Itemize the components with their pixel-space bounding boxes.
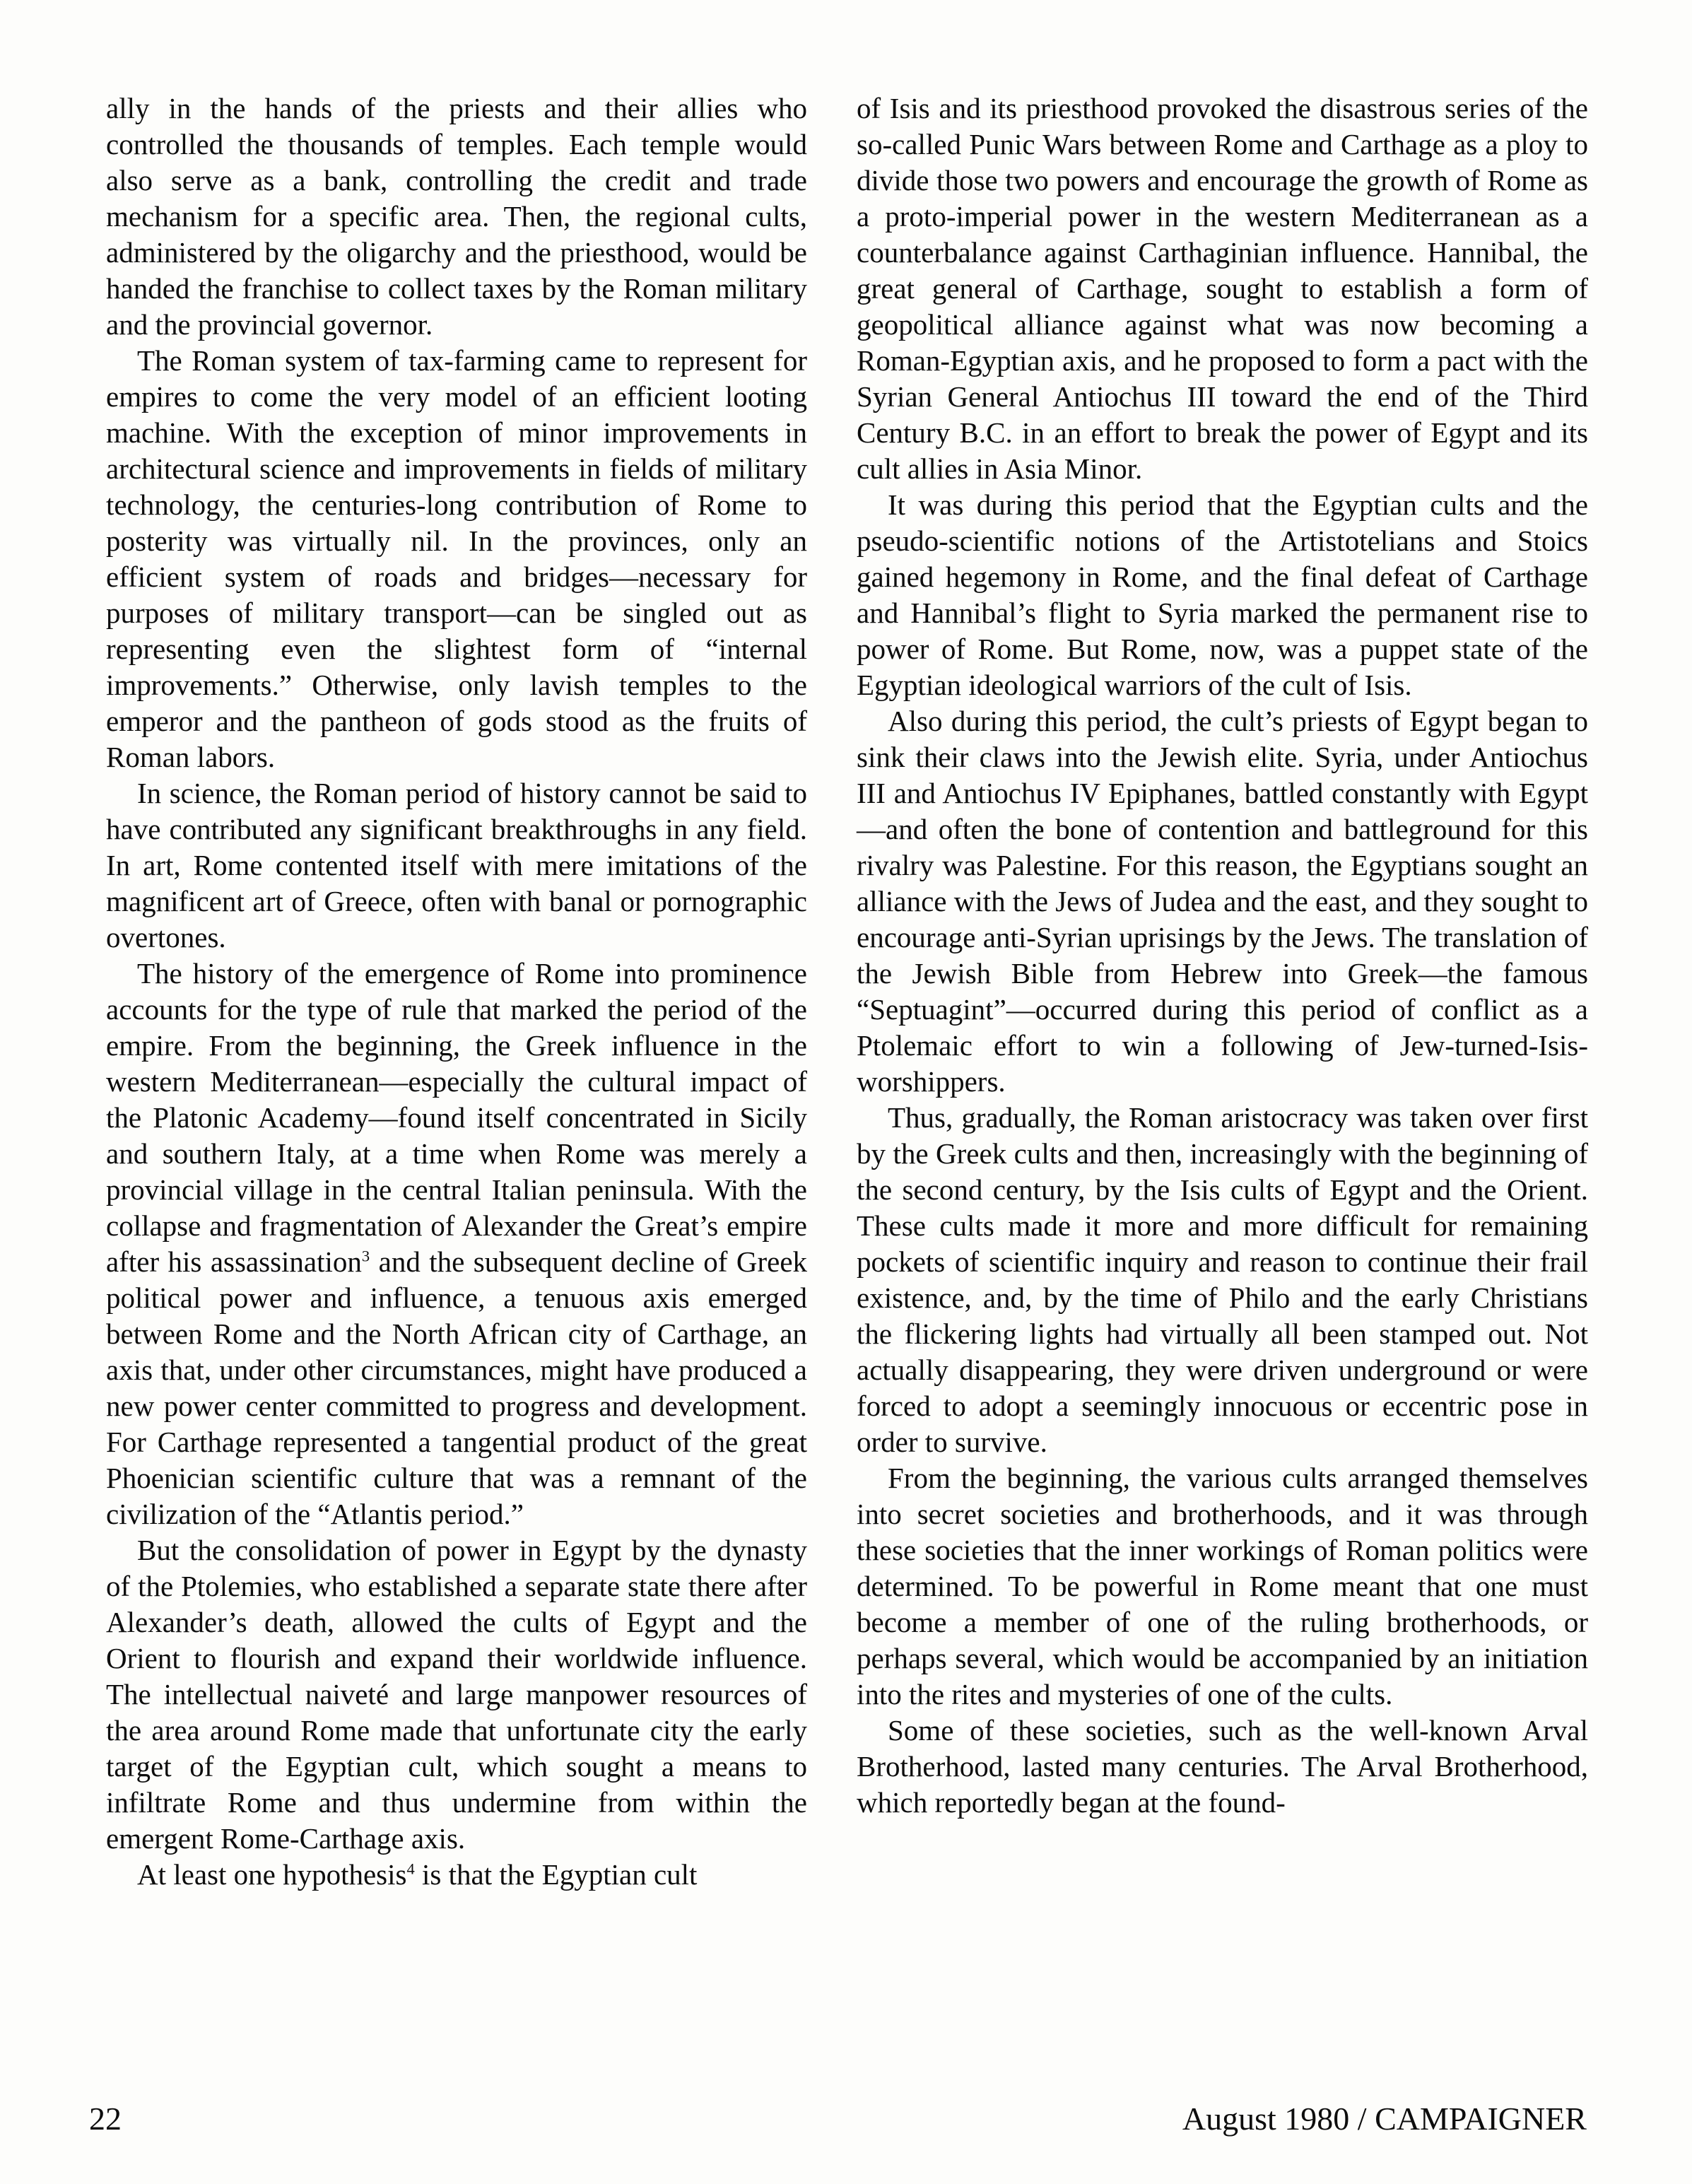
paragraph: But the consolidation of power in Egypt by the dynasty of the Ptolemies, who established a separate state there after Alexander’s death, allowed the cults of Egypt and the Orient to flourish and expand their worldwide influence. The intellectual naiveté and large manpower resources of the area around Rome made that unfortunate city the early target of the Egyptian cult, which sought a means to infiltrate Rome and thus undermine from within the emergent Rome-Carthage axis. [106, 1534, 807, 1855]
paragraph: Also during this period, the cult’s priests of Egypt began to sink their claws into the Jewish elite. Syria, under Antiochus III and Antiochus IV Epiphanes, battled constantly with Egypt—and often the bone of contention and battleground for this rivalry was Palestine. For this reason, the Egyptians sought an alliance with the Jews of Judea and the east, and they sought to encourage anti-Syrian uprisings by the Jews. The translation of the Jewish Bible from Hebrew into Greek—the famous “Septuagint”—occurred during this period of conflict as a Ptolemaic effort to win a following of Jew-turned-Isis-worshippers. [857, 705, 1588, 1098]
footnote-reference: 4 [406, 1860, 415, 1878]
paragraph: From the beginning, the various cults arranged themselves into secret societies and brotherhoods, and it was through these societies that the inner workings of Roman politics were determined. To be powerful in Rome meant that one must become a member of one of the ruling brotherhoods, or perhaps several, which would be accompanied by an initiation into the rites and mysteries of one of the cults. [857, 1462, 1588, 1710]
text-column-left [106, 90, 807, 1893]
paragraph: Thus, gradually, the Roman aristocracy was taken over first by the Greek cults and then, increasingly with the beginning of the second century, by the Isis cults of Egypt and the Orient. These cults made it more and more difficult for remaining pockets of scientific inquiry and reason to continue their frail existence, and, by the time of Philo and the early Christians the flickering lights had virtually all been stamped out. Not actually disappearing, they were driven underground or were forced to adopt a seemingly innocuous or eccentric pose in order to survive. [857, 1101, 1588, 1458]
paragraph: ally in the hands of the priests and their allies who controlled the thousands of temples. Each temple would also serve as a bank, controlling the credit and trade mechanism for a specific area. Then, the regional cults, administered by the oligarchy and the priesthood, would be handed the franchise to collect taxes by the Roman military and the provincial governor. [106, 92, 807, 341]
footnote-reference: 3 [361, 1247, 370, 1265]
text-column-right [857, 90, 1588, 1821]
paragraph: The Roman system of tax-farming came to represent for empires to come the very model of an efficient looting machine. With the exception of minor improvements in architectural science and improvements in fields of military technology, the centuries-long contribution of Rome to posterity was virtually nil. In the provinces, only an efficient system of roads and bridges—necessary for purposes of military transport—can be singled out as representing even the slightest form of “internal improvements.” Otherwise, only lavish temples to the emperor and the pantheon of gods stood as the fruits of Roman labors. [106, 344, 807, 773]
paragraph: At least one hypothesis$^4$ is that the Egyptian cult [137, 1858, 698, 1891]
paragraph: In science, the Roman period of history cannot be said to have contributed any significant breakthroughs in any field. In art, Rome contented itself with mere imitations of the magnificent art of Greece, often with banal or pornographic overtones. [106, 777, 807, 953]
issue-label: August 1980 / CAMPAIGNER [1182, 2101, 1587, 2137]
paragraph: of Isis and its priesthood provoked the disastrous series of the so-called Punic Wars between Rome and Carthage as a ploy to divide those two powers and encourage the growth of Rome as a proto-imperial power in the western Mediterranean as a counterbalance against Carthaginian influence. Hannibal, the great general of Carthage, sought to establish a form of geopolitical alliance against what was now becoming a Roman-Egyptian axis, and he proposed to form a pact with the Syrian General Antiochus III toward the end of the Third Century B.C. in an effort to break the power of Egypt and its cult allies in Asia Minor. [857, 92, 1588, 485]
paragraph: Some of these societies, such as the well-known Arval Brotherhood, lasted many centuries. The Arval Brotherhood, which reportedly began at the found- [857, 1714, 1588, 1819]
paragraph: It was during this period that the Egyptian cults and the pseudo-scientific notions of the Artistotelians and Stoics gained hegemony in Rome, and the final defeat of Carthage and Hannibal’s flight to Syria marked the permanent rise to power of Rome. But Rome, now, was a puppet state of the Egyptian ideological warriors of the cult of Isis. [857, 488, 1588, 701]
paragraph: The history of the emergence of Rome into prominence accounts for the type of rule that marked the period of the empire. From the beginning, the Greek influence in the western Mediterranean—especially the cultural impact of the Platonic Academy—found itself concentrated in Sicily and southern Italy, at a time when Rome was merely a provincial village in the central Italian peninsula. With the collapse and fragmentation of Alexander the Great’s empire after his assassination$^3$ and the subsequent decline of Greek political power and influence, a tenuous axis emerged between Rome and the North African city of Carthage, an axis that, under other circumstances, might have produced a new power center committed to progress and development. For Carthage represented a tangential product of the great Phoenician scientific culture that was a remnant of the civilization of the “Atlantis period.” [106, 957, 808, 1530]
page-number: 22 [89, 2101, 122, 2137]
